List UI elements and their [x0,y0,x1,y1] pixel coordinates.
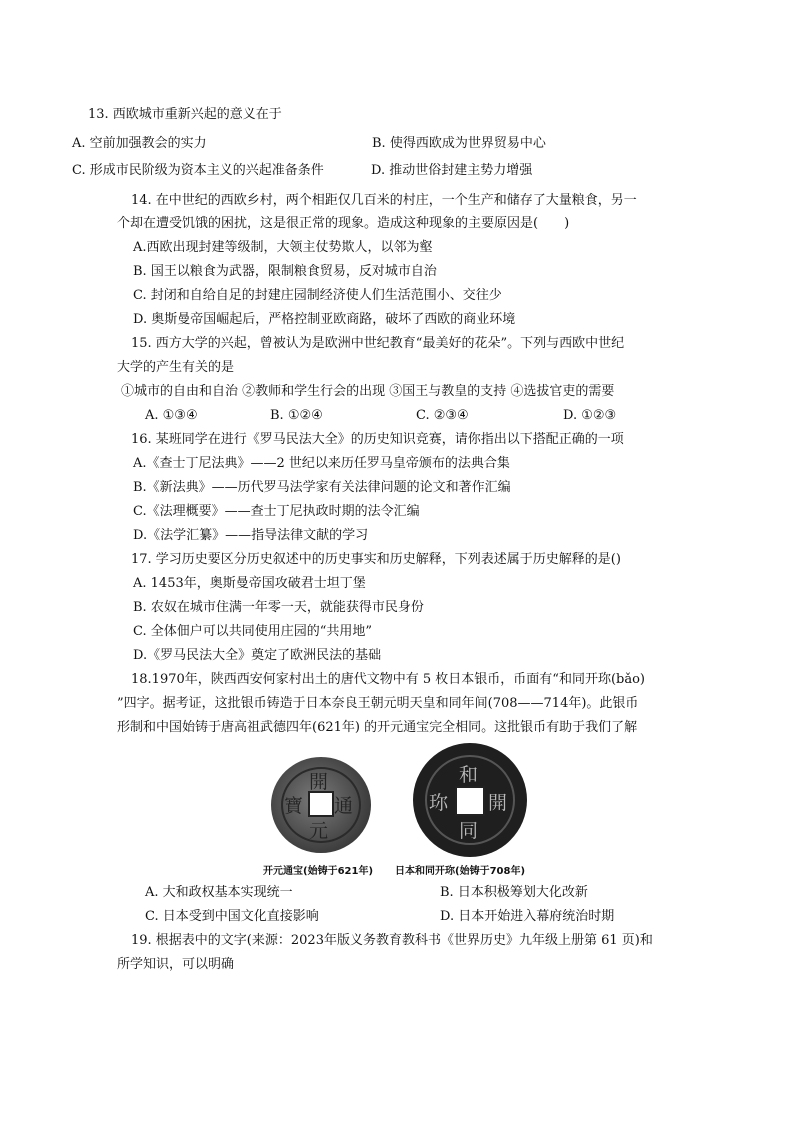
question-16-stem: 16. 某班同学在进行《罗马民法大全》的历史知识竞赛，请你指出以下搭配正确的一项 [131,432,624,447]
question-15-stem-line1: 15. 西方大学的兴起，曾被认为是欧洲中世纪教育“最美好的花朵”。下列与西欧中世纪 [131,336,625,351]
q14-option-c: C. 封闭和自给自足的封建庄园制经济使人们生活范围小、交往少 [133,288,502,303]
q16-option-b: B.《新法典》——历代罗马法学家有关法律问题的论文和著作汇编 [133,480,511,495]
question-13-stem: 13. 西欧城市重新兴起的意义在于 [88,107,282,122]
coin2-char-right: 開 [488,792,508,814]
q13-option-c: C. 形成市民阶级为资本主义的兴起准备条件 [72,163,324,178]
question-18-stem-line3: 形制和中国始铸于唐高祖武德四年(621年) 的开元通宝完全相同。这批银币有助于我们了解 [117,720,638,735]
q15-items: ①城市的自由和自治 ②教师和学生行会的出现 ③国王与教皇的支持 ④选拔官吏的需要 [121,384,615,399]
coin1-char-top: 開 [309,771,329,793]
q15-option-d: D. ①②③ [563,408,617,423]
q16-option-d: D.《法学汇纂》——指导法律文献的学习 [133,528,369,543]
coin2-char-bottom: 同 [459,820,479,842]
q17-option-a: A. 1453年，奥斯曼帝国攻破君士坦丁堡 [133,576,366,591]
question-18-stem-line1: 18.1970年，陕西西安何家村出土的唐代文物中有 5 枚日本银币，币面有“和同开珎(bǎo) [131,672,645,687]
question-19-stem-line2: 所学知识，可以明确 [117,957,235,972]
q15-option-c: C. ②③④ [416,408,469,423]
coin1-caption: 开元通宝(始铸于621年) [263,866,374,877]
q13-option-d: D. 推动世俗封建主势力增强 [371,163,533,178]
coin1-char-bottom: 元 [309,820,329,842]
coin2-caption: 日本和同开珎(始铸于708年) [395,866,526,877]
question-14-stem-line1: 14. 在中世纪的西欧乡村，两个相距仅几百米的村庄，一个生产和储存了大量粮食，另一 [131,193,637,208]
q14-option-b: B. 国王以粮食为武器，限制粮食贸易，反对城市自治 [133,264,437,279]
coin2-char-top: 和 [459,764,479,786]
question-14-stem-line2: 个却在遭受饥饿的困扰，这是很正常的现象。造成这种现象的主要原因是( ) [117,216,570,231]
question-18-stem-line2: ”四字。据考证，这批银币铸造于日本奈良王朝元明天皇和同年间(708——714年)。此银币 [117,696,639,711]
q17-option-b: B. 农奴在城市住满一年零一天，就能获得市民身份 [133,600,424,615]
q13-option-b: B. 使得西欧成为世界贸易中心 [372,136,546,151]
question-17-stem: 17. 学习历史要区分历史叙述中的历史事实和历史解释，下列表述属于历史解释的是() [131,552,621,567]
q14-option-d: D. 奥斯曼帝国崛起后，严格控制亚欧商路，破坏了西欧的商业环境 [133,312,516,327]
q14-option-a: A.西欧出现封建等级制，大领主仗势欺人，以邻为壑 [133,240,433,255]
question-15-stem-line2: 大学的产生有关的是 [117,360,235,375]
q13-option-a: A. 空前加强教会的实力 [72,136,207,151]
coin1-char-left: 寶 [284,795,304,817]
q15-option-a: A. ①③④ [145,408,198,423]
coin1-char-right: 通 [334,795,354,817]
q18-option-b: B. 日本积极筹划大化改新 [440,885,588,900]
q17-option-c: C. 全体佃户可以共同使用庄园的“共用地” [133,624,373,639]
question-19-stem-line1: 19. 根据表中的文字(来源：2023年版义务教育教科书《世界历史》九年级上册第 61 页)和 [131,933,653,948]
q18-option-a: A. 大和政权基本实现统一 [145,885,293,900]
q18-option-c: C. 日本受到中国文化直接影响 [145,909,319,924]
q17-option-d: D.《罗马民法大全》奠定了欧洲民法的基础 [133,648,382,663]
q16-option-c: C.《法理概要》——查士丁尼执政时期的法令汇编 [133,504,420,519]
q16-option-a: A.《查士丁尼法典》——2 世纪以来历任罗马皇帝颁布的法典合集 [133,456,510,471]
q15-option-b: B. ①②④ [270,408,323,423]
q18-option-d: D. 日本开始进入幕府统治时期 [440,909,615,924]
coin2-char-left: 珎 [429,792,449,814]
